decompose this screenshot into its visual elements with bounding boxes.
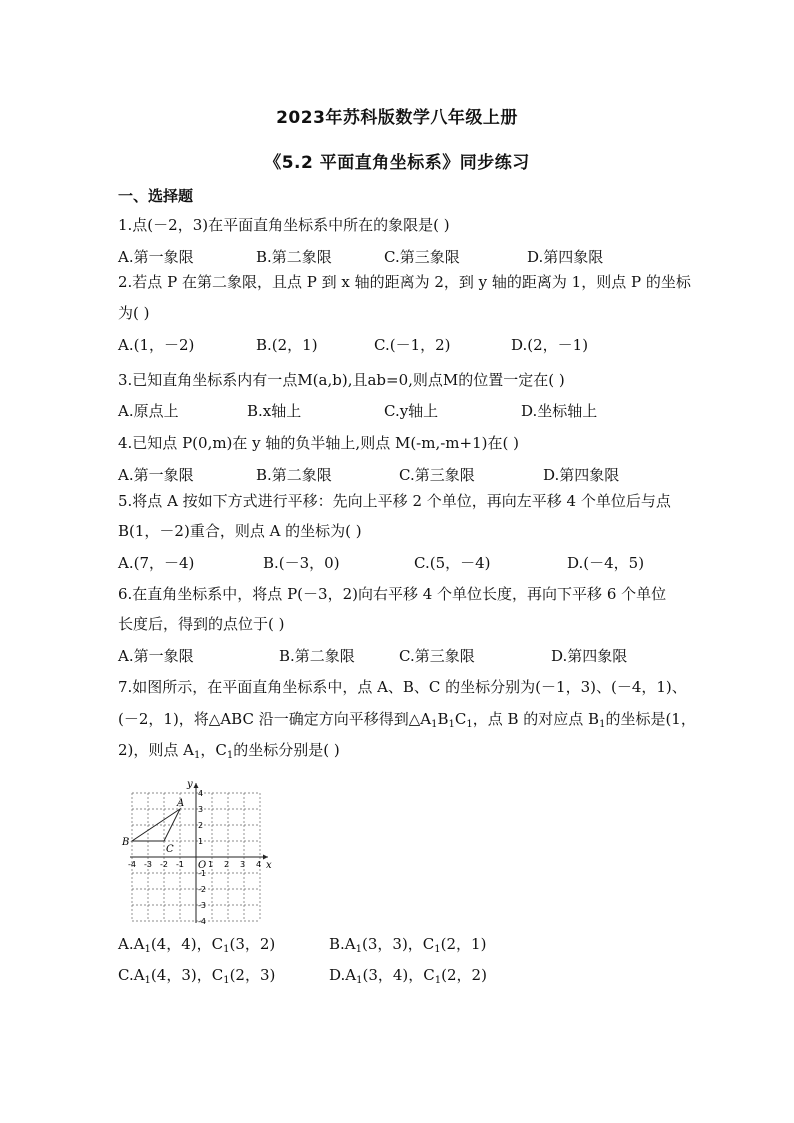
q5-option-d: D.(－4，5) — [567, 554, 645, 572]
q5-option-b: B.(－3，0) — [263, 554, 340, 572]
q3-option-b: B.x轴上 — [247, 402, 302, 420]
q6-option-a: A.第一象限 — [118, 647, 194, 665]
q2-stem-line2: 为( ) — [118, 304, 150, 322]
q1-option-c: C.第三象限 — [384, 248, 460, 266]
q6-stem-line2: 长度后，得到的点位于( ) — [118, 615, 285, 633]
q7-option-c: $C.A_1(4$，3)，$C_1(2$，3) — [118, 966, 276, 986]
q2-option-a: A.(1，－2) — [118, 336, 195, 354]
y-tick-label: -2 — [198, 885, 206, 894]
q4-option-d: D.第四象限 — [543, 466, 620, 484]
y-tick-label: 2 — [198, 821, 204, 830]
x-tick-label: -1 — [176, 860, 184, 869]
origin-label: O — [198, 860, 207, 871]
y-tick-label: 4 — [198, 789, 204, 798]
x-axis-arrow — [263, 855, 268, 860]
q5-stem-line1: 5.将点 A 按如下方式进行平移：先向上平移 2 个单位，再向左平移 4 个单位后与点 — [118, 492, 671, 510]
q7-stem-line3: 2)，则点 $A_1$，$C_1$的坐标分别是( ) — [118, 741, 340, 761]
q2-option-d: D.(2，－1) — [511, 336, 589, 354]
q2-stem-line1: 2.若点 P 在第二象限，且点 P 到 x 轴的距离为 2，到 y 轴的距离为 1，则点 P 的坐标 — [118, 273, 691, 291]
x-tick-label: 1 — [208, 860, 214, 869]
q5-option-a: A.(7，－4) — [118, 554, 195, 572]
q6-option-b: B.第二象限 — [279, 647, 355, 665]
q1-option-b: B.第二象限 — [256, 248, 332, 266]
x-axis-label: x — [266, 860, 272, 871]
x-tick-label: 2 — [224, 860, 230, 869]
q1-stem: 1.点(－2，3)在平面直角坐标系中所在的象限是( ) — [118, 216, 450, 234]
x-tick-label: -2 — [160, 860, 168, 869]
y-tick-label: -4 — [198, 917, 206, 926]
q7-stem-line2: (－2，1)，将△ABC 沿一确定方向平移得到$\triangle A_1B_1C_1$，点 B 的对应点 $B_1$的坐标是(1， — [118, 710, 696, 730]
triangle-abc — [121, 798, 184, 855]
q3-option-d: D.坐标轴上 — [521, 402, 598, 420]
q2-option-c: C.(－1，2) — [374, 336, 451, 354]
q5-option-c: C.(5，－4) — [414, 554, 491, 572]
q7-option-b: $B.A_1(3$，3)，$C_1(2$，1) — [329, 935, 487, 955]
y-axis-arrow — [194, 783, 199, 788]
coordinate-grid-figure — [118, 772, 272, 926]
x-tick-label: 4 — [256, 860, 262, 869]
point-b-label: B — [122, 837, 130, 848]
q4-option-c: C.第三象限 — [399, 466, 475, 484]
q6-stem-line1: 6.在直角坐标系中，将点 P(－3，2)向右平移 4 个单位长度，再向下平移 6 个单位 — [118, 585, 667, 603]
q2-option-b: B.(2，1) — [256, 336, 318, 354]
q6-option-d: D.第四象限 — [551, 647, 628, 665]
q6-option-c: C.第三象限 — [399, 647, 475, 665]
q4-option-a: A.第一象限 — [118, 466, 194, 484]
point-c-label: C — [166, 844, 174, 855]
y-tick-label: 3 — [198, 805, 204, 814]
q4-option-b: B.第二象限 — [256, 466, 332, 484]
point-a-label: A — [177, 798, 185, 809]
q1-option-d: D.第四象限 — [527, 248, 604, 266]
y-tick-label: -3 — [198, 901, 206, 910]
q4-stem: 4.已知点 P(0,m)在 y 轴的负半轴上,则点 M(-m,-m+1)在( ) — [118, 434, 519, 452]
x-tick-label: 3 — [240, 860, 246, 869]
y-tick-label: -1 — [198, 869, 206, 878]
q7-option-d: $D.A_1(3$，4)，$C_1(2$，2) — [329, 966, 487, 986]
x-tick-label: -4 — [128, 860, 136, 869]
x-tick-label: -3 — [144, 860, 152, 869]
q7-stem-line1: 7.如图所示，在平面直角坐标系中，点 A、B、C 的坐标分别为(－1，3)、(－4，1)、 — [118, 678, 687, 696]
y-axis-label: y — [187, 779, 193, 790]
q3-option-a: A.原点上 — [118, 402, 179, 420]
q1-option-a: A.第一象限 — [118, 248, 194, 266]
q3-stem: 3.已知直角坐标系内有一点M(a,b),且ab=0,则点M的位置一定在( ) — [118, 371, 565, 389]
section-heading: 一、选择题 — [118, 187, 194, 205]
doc-title: 2023年苏科版数学八年级上册 — [276, 108, 518, 128]
q3-option-c: C.y轴上 — [384, 402, 439, 420]
q5-stem-line2: B(1，－2)重合，则点 A 的坐标为( ) — [118, 522, 362, 540]
q7-option-a: $A.A_1(4$，4)，$C_1(3$，2) — [118, 935, 276, 955]
y-tick-label: 1 — [198, 837, 204, 846]
doc-subtitle: 《5.2 平面直角坐标系》同步练习 — [264, 153, 530, 173]
